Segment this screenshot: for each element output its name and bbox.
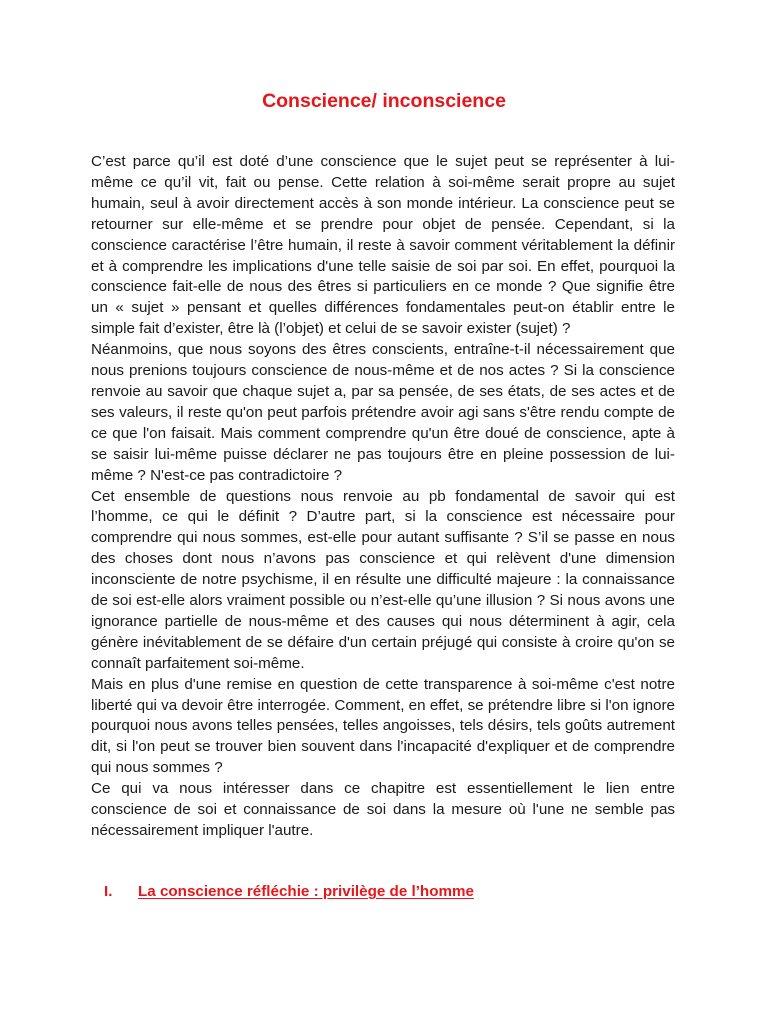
section-title: La conscience réfléchie : privilège de l’homme xyxy=(138,883,474,900)
section-number: I. xyxy=(104,883,113,900)
paragraph-liberte: Mais en plus d'une remise en question de cette transparence à soi-même c'est notre liberté qui va devoir être interrogée. Comment, en effet, se prétendre libre si l'on ignore pourquoi nous avons telles pensées, telles angoisses, tels désirs, tels goûts autrement dit, si l'on peut se trouver bien souvent dans l'incapacité d'expliquer et de comprendre qui nous sommes ? xyxy=(91,675,675,777)
paragraph-neanmoins: Néanmoins, que nous soyons des êtres conscients, entraîne-t-il nécessairement que nous prenions toujours conscience de nous-même et de nos actes ? Si la conscience renvoie au savoir que chaque sujet a, par sa pensée, de ses états, de ses actes et de ses valeurs, il reste qu'on peut parfois prétendre avoir agi sans s'être rendu compte de ce que l'on faisait. Mais comment comprendre qu'un être doué de conscience, apte à se saisir lui-même puisse déclarer ne pas toujours être en pleine possession de lui-même ? N'est-ce pas contradictoire ? xyxy=(91,341,675,484)
paragraph-questions: Cet ensemble de questions nous renvoie au pb fondamental de savoir qui est l’homme, ce qui le définit ? D’autre part, si la conscience est nécessaire pour comprendre qui nous sommes, est-elle pour autant suffisante ? S’il se passe en nous des choses dont nous n’avons pas conscience et qui relèvent d'une dimension inconsciente de notre psychisme, il en résulte une difficulté majeure : la connaissance de soi est-elle alors vraiment possible ou n’est-elle qu’une illusion ? Si nous avons une ignorance partielle de nous-même et des causes qui nous déterminent à agir, cela génère inévitablement de se défaire d'un certain préjugé qui consiste à croire qu'on se connaît parfaitement soi-même. xyxy=(91,487,675,672)
section-heading xyxy=(104,881,664,902)
document-body xyxy=(91,152,675,842)
paragraph-chapitre: Ce qui va nous intéresser dans ce chapitre est essentiellement le lien entre conscience de soi et connaissance de soi dans la mesure où l'une ne semble pas nécessairement impliquer l'autre. xyxy=(91,780,675,839)
document-title: Conscience/ inconscience xyxy=(262,90,506,112)
paragraph-intro: C’est parce qu’il est doté d’une conscience que le sujet peut se représenter à lui-même ce qu’il vit, fait ou pense. Cette relation à soi-même serait propre au sujet humain, seul à avoir directement accès à son monde intérieur. La conscience peut se retourner sur elle-même et se prendre pour objet de pensée. Cependant, si la conscience caractérise l’être humain, il reste à savoir comment véritablement la définir et à comprendre les implications d'une telle saisie de soi par soi. En effet, pourquoi la conscience fait-elle de nous des êtres si particuliers en ce monde ? Que signifie être un « sujet » pensant et quelles différences fondamentales peut-on établir entre le simple fait d’exister, être là (l’objet) et celui de se savoir exister (sujet) ? xyxy=(91,153,675,338)
